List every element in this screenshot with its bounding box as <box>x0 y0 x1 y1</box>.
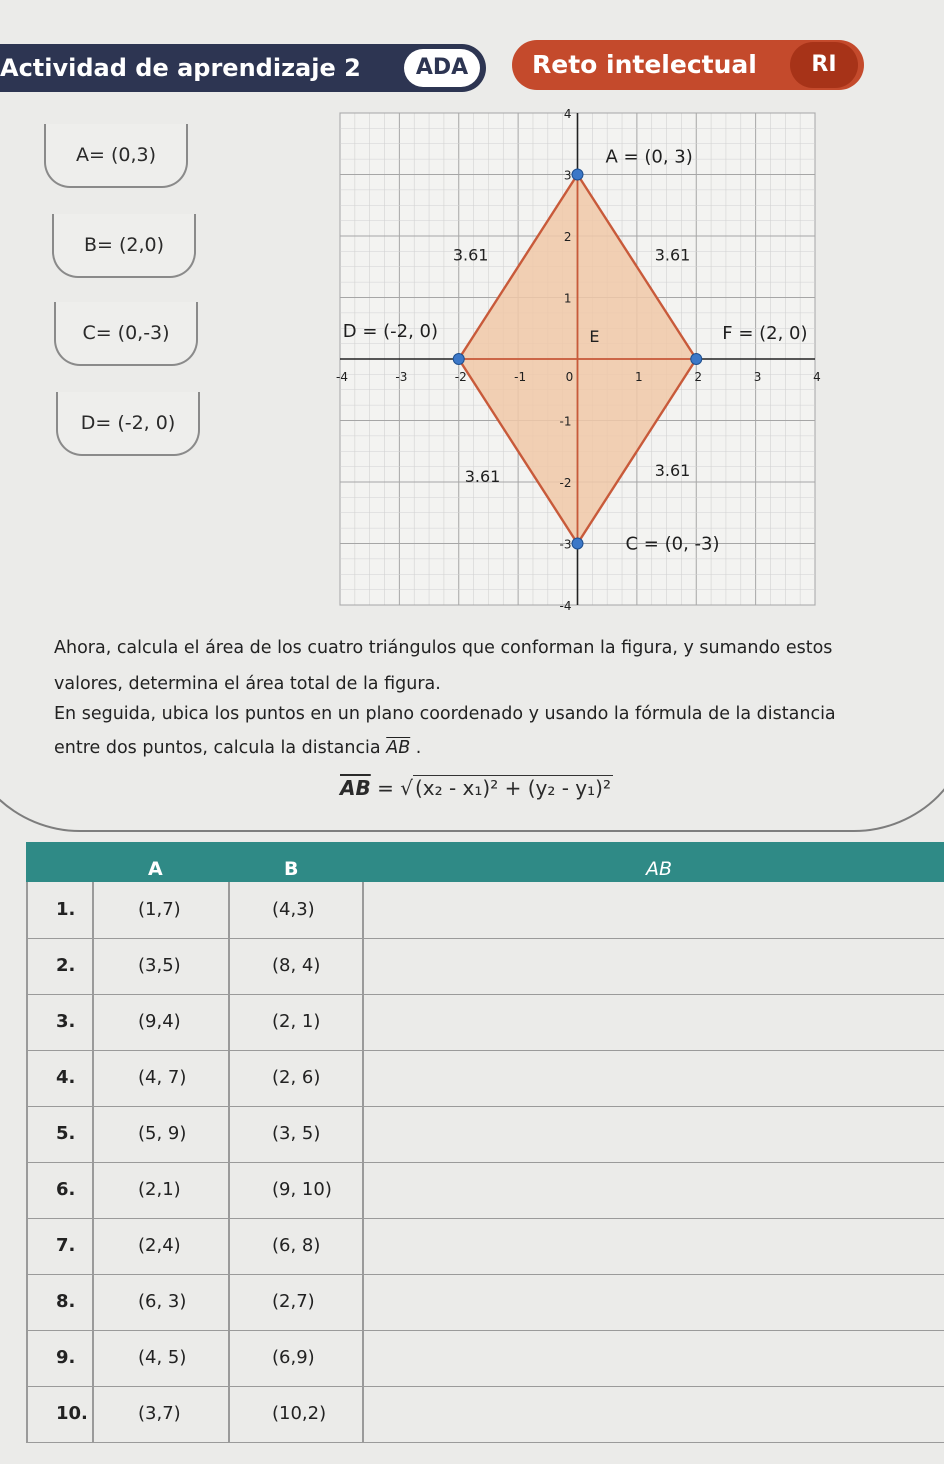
cell-point-a: (3,5) <box>138 955 181 976</box>
cell-distance-ab[interactable] <box>380 892 920 928</box>
formula-lhs: $\overline{AB}$ <box>340 776 371 800</box>
point-label: A = (0, 3) <box>605 146 693 168</box>
instruction-p1-line1: Ahora, calcula el área de los cuatro triángulos que conforman la figura, y sumando estos <box>54 638 833 658</box>
activity-title: Actividad de aprendizaje 2 <box>0 54 361 82</box>
x-tick-label: 2 <box>694 370 703 384</box>
y-tick-label: -4 <box>559 599 572 613</box>
point-marker <box>572 169 583 180</box>
instruction-p2-line1: En seguida, ubica los puntos en un plano coordenado y usando la fórmula de la distancia <box>54 704 836 724</box>
point-c-label: C= (0,-3) <box>82 322 170 344</box>
row-number: 10. <box>56 1403 88 1424</box>
point-marker <box>572 538 583 549</box>
point-marker <box>691 354 702 365</box>
cell-point-b: (3, 5) <box>272 1123 321 1144</box>
side-length-label: 3.61 <box>452 245 489 265</box>
y-tick-label: 1 <box>563 291 572 306</box>
y-tick-label: 4 <box>563 107 572 121</box>
cell-point-a: (5, 9) <box>138 1123 187 1144</box>
point-label: C = (0, -3) <box>625 533 720 555</box>
activity-header <box>0 40 944 96</box>
instruction-p1-line2: valores, determina el área total de la figura. <box>54 674 441 694</box>
formula-eq: = <box>377 776 394 800</box>
x-tick-label: 3 <box>753 370 762 384</box>
x-tick-label: 1 <box>635 370 643 384</box>
x-tick-label: -3 <box>395 370 408 384</box>
cell-point-a: (2,1) <box>138 1179 181 1200</box>
y-tick-label: -3 <box>559 537 572 552</box>
cell-point-b: (2, 6) <box>272 1067 321 1088</box>
cell-point-b: (9, 10) <box>272 1179 332 1200</box>
point-box-a <box>44 124 188 188</box>
cell-point-a: (3,7) <box>138 1403 181 1424</box>
row-number: 8. <box>56 1291 76 1312</box>
cell-point-a: (9,4) <box>138 1011 181 1032</box>
reto-title: Reto intelectual <box>532 50 757 79</box>
row-number: 3. <box>56 1011 76 1032</box>
cell-point-b: (2, 1) <box>272 1011 321 1032</box>
table-divider <box>362 882 364 1442</box>
point-box-c <box>54 302 198 366</box>
cell-point-a: (6, 3) <box>138 1291 187 1312</box>
sqrt-icon: √ <box>400 776 413 800</box>
cell-distance-ab[interactable] <box>380 948 920 984</box>
x-tick-label: -2 <box>454 370 467 384</box>
row-number: 7. <box>56 1235 76 1256</box>
x-tick-label: 4 <box>813 370 821 384</box>
distance-formula <box>340 776 613 800</box>
side-length-label: 3.61 <box>464 467 501 486</box>
cell-point-a: (2,4) <box>138 1235 181 1256</box>
side-length-label: 3.61 <box>654 460 691 480</box>
row-number: 1. <box>56 899 76 920</box>
formula-rhs: (x₂ - x₁)² + (y₂ - y₁)² <box>414 776 611 800</box>
y-tick-label: -1 <box>559 414 572 429</box>
coordinate-plane <box>310 95 830 615</box>
cell-point-a: (1,7) <box>138 899 181 920</box>
cell-distance-ab[interactable] <box>380 1284 920 1320</box>
cell-distance-ab[interactable] <box>380 1004 920 1040</box>
cell-distance-ab[interactable] <box>380 1396 920 1432</box>
cell-distance-ab[interactable] <box>380 1340 920 1376</box>
cell-distance-ab[interactable] <box>380 1060 920 1096</box>
cell-point-b: (6,9) <box>272 1347 315 1368</box>
ada-badge: ADA <box>415 55 469 80</box>
point-label: F = (2, 0) <box>722 323 808 344</box>
table-border-left <box>26 882 28 1442</box>
row-number: 5. <box>56 1123 76 1144</box>
point-b-label: B= (2,0) <box>83 234 165 256</box>
cell-point-b: (6, 8) <box>272 1235 321 1256</box>
cell-point-b: (2,7) <box>272 1291 315 1312</box>
cell-distance-ab[interactable] <box>380 1228 920 1264</box>
point-d-label: D= (-2, 0) <box>80 412 176 434</box>
cell-point-b: (10,2) <box>272 1403 327 1424</box>
row-number: 6. <box>56 1179 76 1200</box>
instruction-p2-end: . <box>415 738 422 758</box>
y-tick-label: -2 <box>559 476 572 490</box>
cell-distance-ab[interactable] <box>380 1172 920 1208</box>
table-divider <box>228 882 230 1442</box>
segment-ab: $\overline{AB}$ <box>386 738 411 758</box>
cell-point-b: (4,3) <box>272 899 315 920</box>
col-header-a: A <box>148 858 163 880</box>
side-length-label: 3.61 <box>654 245 691 265</box>
col-header-b: B <box>284 858 299 880</box>
cell-point-b: (8, 4) <box>272 955 321 976</box>
cell-point-a: (4, 5) <box>138 1347 187 1368</box>
point-box-b <box>52 214 196 278</box>
cell-distance-ab[interactable] <box>380 1116 920 1152</box>
y-tick-label: 3 <box>563 168 572 183</box>
ri-badge: RI <box>811 52 837 77</box>
table-header <box>26 842 944 882</box>
x-tick-label: -1 <box>514 370 527 384</box>
row-number: 9. <box>56 1347 76 1368</box>
point-box-d <box>56 392 200 456</box>
x-tick-label: 0 <box>565 370 574 384</box>
instruction-p2-text: entre dos puntos, calcula la distancia <box>54 738 381 758</box>
row-number: 2. <box>56 955 76 976</box>
cell-point-a: (4, 7) <box>138 1067 187 1088</box>
col-header-ab: AB <box>646 858 673 880</box>
point-label: D = (-2, 0) <box>342 321 439 342</box>
table-divider <box>92 882 94 1442</box>
x-tick-label: -4 <box>336 370 348 384</box>
center-label: E <box>589 326 600 346</box>
row-number: 4. <box>56 1067 76 1088</box>
point-marker <box>453 354 464 365</box>
instruction-p2-line2 <box>54 738 421 758</box>
point-a-label: A= (0,3) <box>76 144 156 166</box>
y-tick-label: 2 <box>563 230 572 244</box>
